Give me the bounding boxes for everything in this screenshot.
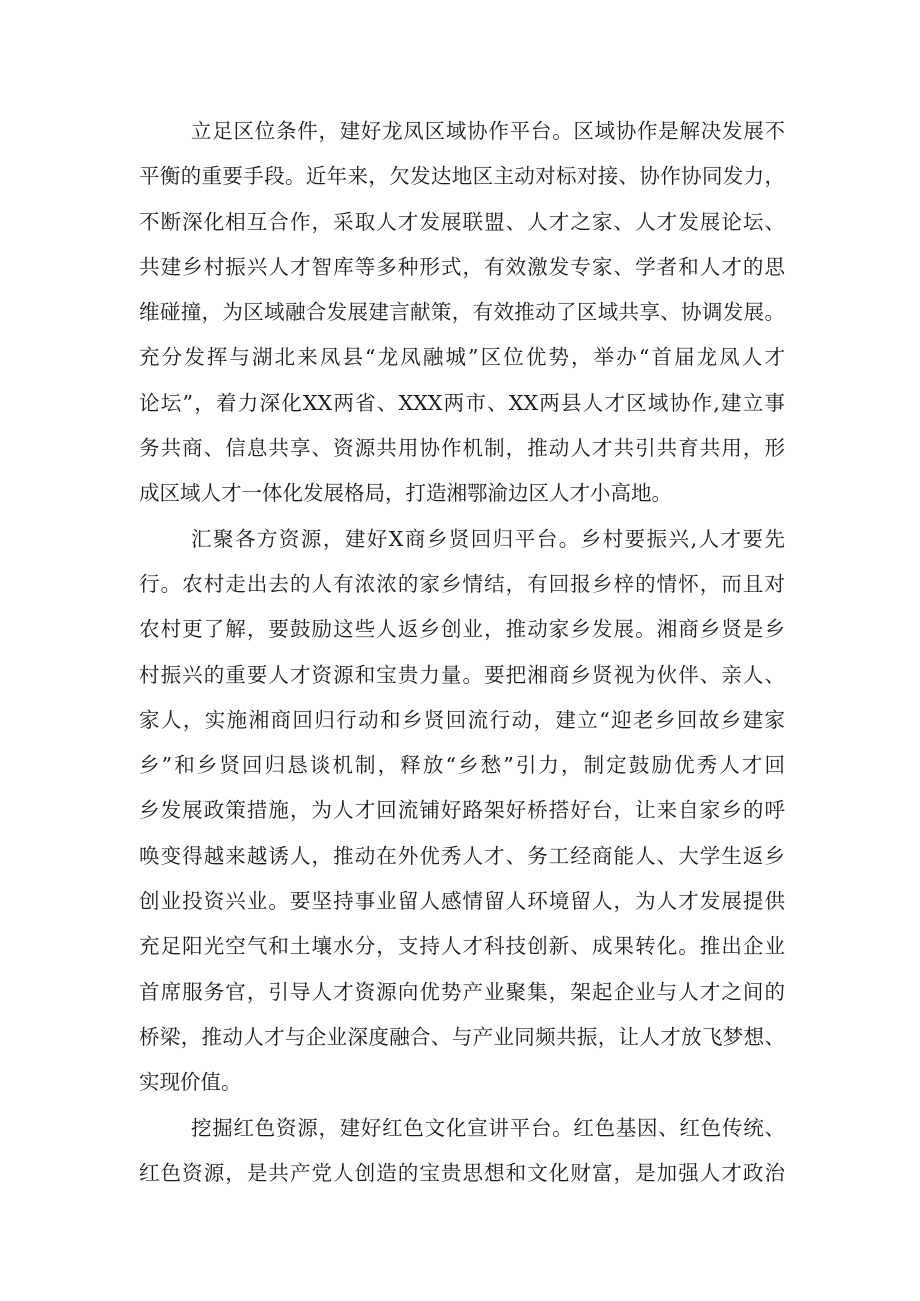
paragraph-merchant-return bbox=[139, 517, 785, 1106]
text-line: 维碰撞，为区域融合发展建言献策，有效推动了区域共享、协调发展。 bbox=[139, 300, 785, 325]
text-line: 红色资源，是共产党人创造的宝贵思想和文化财富，是加强人才政治 bbox=[139, 1160, 785, 1185]
text-line: 充分发挥与湖北来凤县“龙凤融城”区位优势，举办“首届龙凤人才 bbox=[139, 345, 785, 370]
text-line: 农村更了解，要鼓励这些人返乡创业，推动家乡发展。湘商乡贤是乡 bbox=[139, 617, 785, 642]
text-line: 唤变得越来越诱人，推动在外优秀人才、务工经商能人、大学生返乡 bbox=[139, 843, 785, 868]
text-line: 务共商、信息共享、资源共用协作机制，推动人才共引共育共用，形 bbox=[139, 436, 785, 461]
text-line: 家人，实施湘商回归行动和乡贤回流行动，建立“迎老乡回故乡建家 bbox=[139, 707, 785, 732]
text-line: 挖掘红色资源，建好红色文化宣讲平台。红色基因、红色传统、 bbox=[191, 1115, 785, 1140]
paragraph-red-culture bbox=[139, 1106, 785, 1197]
text-line: 行。农村走出去的人有浓浓的家乡情结，有回报乡梓的情怀，而且对 bbox=[139, 571, 785, 596]
document-body bbox=[139, 109, 785, 1196]
text-line: 桥梁，推动人才与企业深度融合、与产业同频共振，让人才放飞梦想、 bbox=[139, 1024, 785, 1049]
text-line: 不断深化相互合作，采取人才发展联盟、人才之家、人才发展论坛、 bbox=[139, 209, 785, 234]
text-line: 汇聚各方资源，建好X商乡贤回归平台。乡村要振兴,人才要先 bbox=[191, 526, 785, 551]
text-line: 实现价值。 bbox=[139, 1070, 242, 1095]
text-line: 平衡的重要手段。近年来，欠发达地区主动对标对接、协作协同发力， bbox=[139, 164, 785, 189]
text-line: 充足阳光空气和土壤水分，支持人才科技创新、成果转化。推出企业 bbox=[139, 934, 785, 959]
text-line: 首席服务官，引导人才资源向优势产业聚集，架起企业与人才之间的 bbox=[139, 979, 785, 1004]
text-line: 共建乡村振兴人才智库等多种形式，有效激发专家、学者和人才的思 bbox=[139, 254, 785, 279]
text-line: 村振兴的重要人才资源和宝贵力量。要把湘商乡贤视为伙伴、亲人、 bbox=[139, 662, 785, 687]
paragraph-regional-cooperation bbox=[139, 109, 785, 517]
text-line: 乡发展政策措施，为人才回流铺好路架好桥搭好台，让来自家乡的呼 bbox=[139, 798, 785, 823]
text-line: 乡”和乡贤回归恳谈机制，释放“乡愁”引力，制定鼓励优秀人才回 bbox=[139, 753, 785, 778]
text-line: 创业投资兴业。要坚持事业留人感情留人环境留人，为人才发展提供 bbox=[139, 889, 785, 914]
text-line: 立足区位条件，建好龙凤区域协作平台。区域协作是解决发展不 bbox=[191, 119, 785, 143]
text-line: 成区域人才一体化发展格局，打造湘鄂渝边区人才小高地。 bbox=[139, 481, 672, 506]
text-line: 论坛”，着力深化XX两省、XXX两市、XX两县人才区域协作,建立事 bbox=[139, 390, 785, 415]
